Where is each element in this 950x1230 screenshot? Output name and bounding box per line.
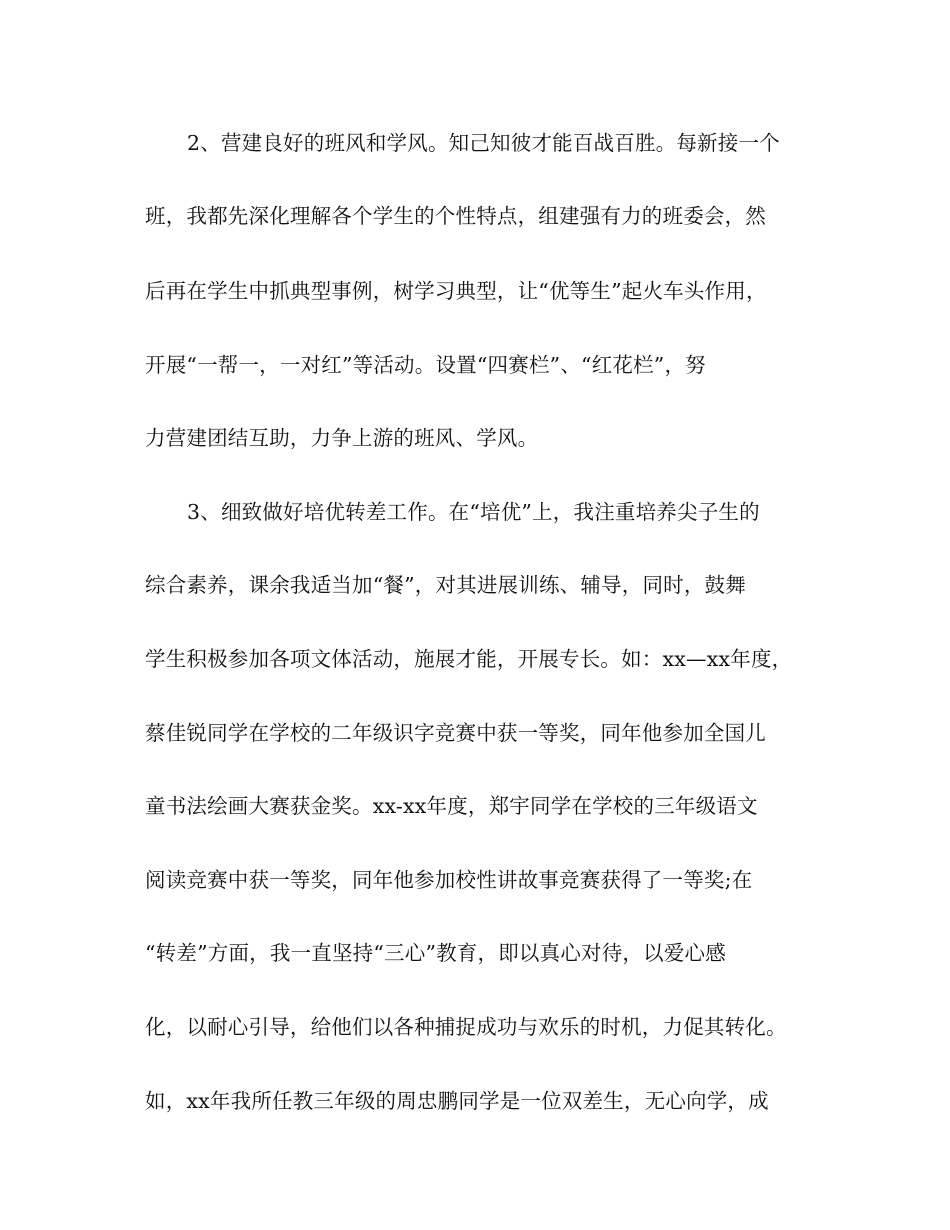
- paragraph-line: 学生积极参加各项文体活动，施展才能，开展专长。如：xx—xx年度，: [145, 647, 793, 671]
- paragraph-line: 如，xx年我所任教三年级的周忠鹏同学是一位双差生，无心向学，成: [145, 1089, 769, 1113]
- paragraph-line: 2、营建良好的班风和学风。知己知彼才能百战百胜。每新接一个: [187, 131, 780, 155]
- paragraph-line: 蔡佳锐同学在学校的二年级识字竞赛中获一等奖，同年他参加全国儿: [145, 721, 766, 745]
- paragraph-line: 阅读竞赛中获一等奖，同年他参加校性讲故事竞赛获得了一等奖;在: [145, 868, 753, 892]
- paragraph-line: 童书法绘画大赛获金奖。xx-xx年度，郑宇同学在学校的三年级语文: [145, 794, 758, 818]
- paragraph-line: 3、细致做好培优转差工作。在“培优”上，我注重培养尖子生的: [187, 500, 760, 524]
- paragraph-line: “转差”方面，我一直坚持“三心”教育，即以真心对待，以爱心感: [145, 941, 726, 965]
- paragraph-line: 化，以耐心引导，给他们以各种捕捉成功与欢乐的时机，力促其转化。: [145, 1015, 787, 1039]
- paragraph-line: 班，我都先深化理解各个学生的个性特点，组建强有力的班委会，然: [145, 204, 766, 228]
- paragraph-line: 力营建团结互助，力争上游的班风、学风。: [145, 426, 539, 450]
- paragraph-line: 后再在学生中抓典型事例，树学习典型，让“优等生”起火车头作用，: [145, 279, 767, 303]
- paragraph-line: 综合素养，课余我适当加“餐”，对其进展训练、辅导，同时，鼓舞: [145, 573, 746, 597]
- paragraph-line: 开展“一帮一，一对红”等活动。设置“四赛栏”、“红花栏”，努: [145, 353, 706, 377]
